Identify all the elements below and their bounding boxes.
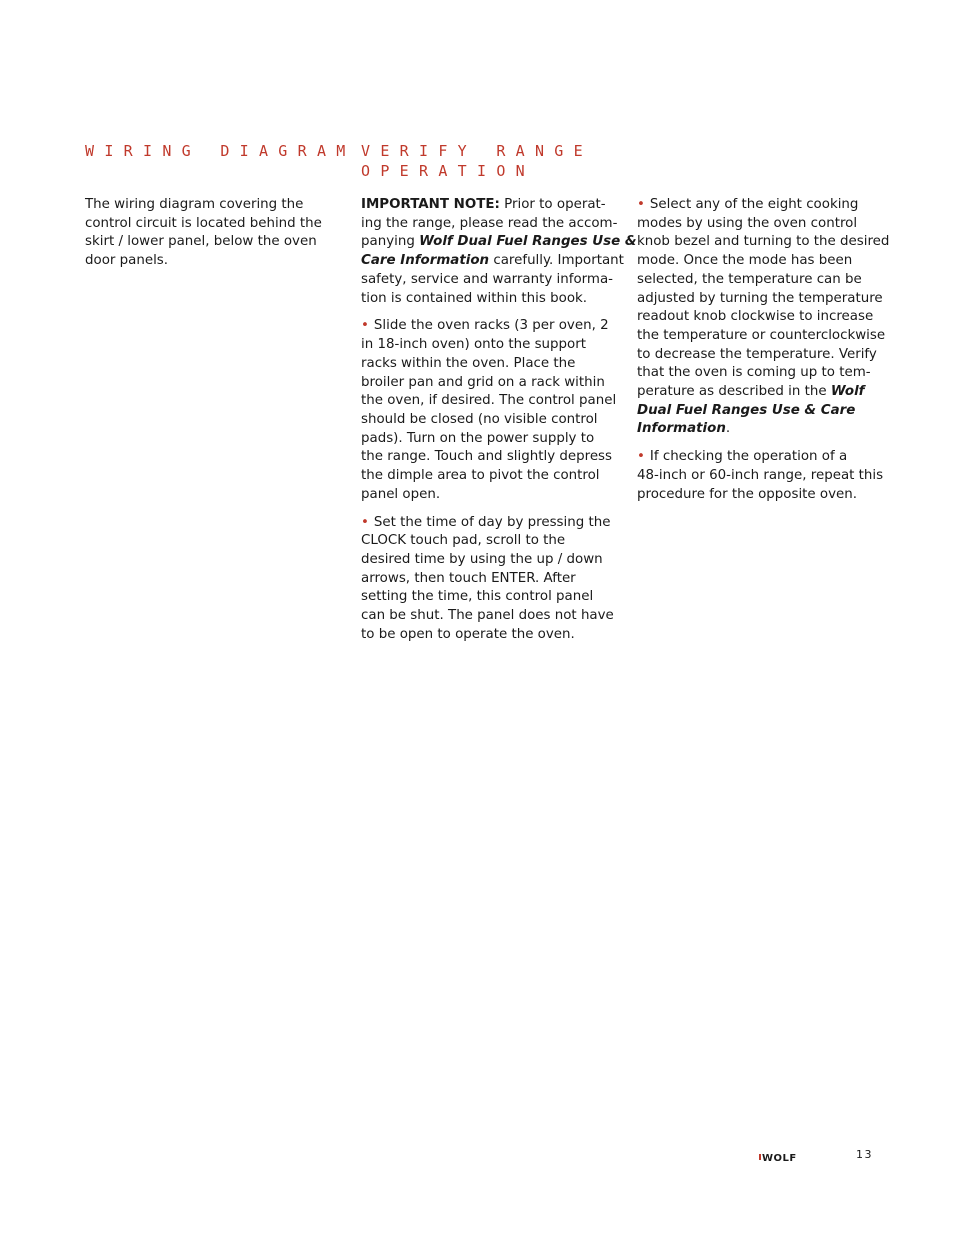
text-line: to be open to operate the oven. [361, 626, 575, 642]
book-title: Wolf [830, 384, 865, 400]
text-line: adjusted by turning the temperature [637, 290, 883, 306]
heading-line: VERIFY RANGE [361, 142, 593, 160]
text-line: panel open. [361, 486, 441, 502]
text-line: can be shut. The panel does not have [361, 608, 614, 624]
text-fragment: perature as described in the [637, 384, 831, 400]
text-line: tion is contained within this book. [361, 290, 588, 306]
text-line: pads). Turn on the power supply to [361, 430, 595, 446]
text-line: racks within the oven. Place the [361, 355, 576, 371]
text-line: mode. Once the mode has been [637, 253, 853, 269]
heading-line: OPERATION [361, 162, 535, 180]
text-line: selected, the temperature can be [637, 271, 862, 287]
text-fragment: panying [361, 234, 420, 250]
clock-bullet-paragraph [361, 514, 621, 645]
text-line [637, 402, 897, 421]
bullet-icon: • [637, 197, 645, 212]
text-line: broiler pan and grid on a rack within [361, 374, 605, 390]
book-title: Information [637, 421, 726, 437]
verify-range-heading [361, 141, 593, 181]
text-fragment: Set the time of day by pressing the [373, 514, 611, 530]
book-title: Wolf Dual Fuel Ranges Use & [419, 234, 637, 250]
verify-range-body [361, 196, 637, 654]
important-note-paragraph [361, 196, 637, 308]
text-line [637, 448, 897, 467]
wiring-diagram-body [85, 196, 335, 280]
cooking-modes-body [637, 196, 897, 514]
text-line: to decrease the temperature. Verify [637, 346, 877, 362]
text-fragment: carefully. Important [489, 253, 624, 269]
text-fragment: . [725, 421, 731, 437]
text-fragment: Select any of the eight cooking [649, 197, 859, 212]
text-line [361, 233, 637, 252]
text-line: CLOCK touch pad, scroll to the [361, 533, 566, 549]
text-fragment: Slide the oven racks (3 per oven, 2 [373, 318, 609, 334]
text-line: the temperature or counterclockwise [637, 327, 886, 343]
wiring-paragraph [85, 196, 335, 271]
text-fragment: If checking the operation of a [649, 449, 848, 465]
text-fragment: Prior to operat- [499, 197, 606, 212]
bullet-icon: • [361, 318, 369, 334]
text-line: should be closed (no visible control [361, 411, 598, 427]
text-line: the range. Touch and slightly depress [361, 449, 613, 465]
text-line: ing the range, please read the accom- [361, 215, 618, 231]
text-line [361, 317, 621, 336]
text-line: The wiring diagram covering the [85, 197, 304, 212]
text-line: the dimple area to pivot the control [361, 468, 600, 484]
text-line: control circuit is located behind the [85, 215, 322, 231]
text-line: procedure for the opposite oven. [637, 486, 858, 502]
modes-bullet-paragraph [637, 196, 897, 439]
text-line: arrows, then touch ENTER. After [361, 570, 576, 586]
text-line [361, 252, 624, 271]
text-line: the oven, if desired. The control panel [361, 393, 617, 409]
text-line: modes by using the oven control [637, 215, 858, 231]
racks-bullet-paragraph [361, 317, 621, 504]
text-line [361, 514, 621, 533]
text-line [637, 383, 897, 402]
bullet-icon: • [361, 514, 369, 530]
page-number: 13 [856, 1148, 873, 1161]
text-line [637, 420, 897, 439]
text-line: in 18-inch oven) onto the support [361, 337, 586, 353]
text-line: desired time by using the up / down [361, 552, 603, 568]
text-line: 48-inch or 60-inch range, repeat this [637, 468, 884, 484]
text-line: setting the time, this control panel [361, 589, 594, 605]
text-line: readout knob clockwise to increase [637, 309, 874, 325]
logo-accent-bar [759, 1154, 761, 1160]
wolf-logo [759, 1151, 811, 1163]
text-line: door panels. [85, 253, 169, 269]
text-line: safety, service and warranty informa- [361, 271, 614, 287]
book-title: Dual Fuel Ranges Use & Care [637, 402, 856, 418]
logo-wordmark: WOLF [762, 1153, 797, 1163]
text-line [361, 196, 621, 215]
repeat-bullet-paragraph [637, 448, 897, 504]
bullet-icon: • [637, 449, 645, 465]
text-line: that the oven is coming up to tem- [637, 365, 871, 381]
wiring-diagram-heading: WIRING DIAGRAM [85, 142, 356, 160]
text-line: skirt / lower panel, below the oven [85, 234, 317, 250]
book-title: Care Information [361, 253, 490, 269]
text-line [637, 196, 897, 215]
text-line: knob bezel and turning to the desired [637, 234, 890, 250]
important-note-label: IMPORTANT NOTE: [361, 197, 500, 212]
